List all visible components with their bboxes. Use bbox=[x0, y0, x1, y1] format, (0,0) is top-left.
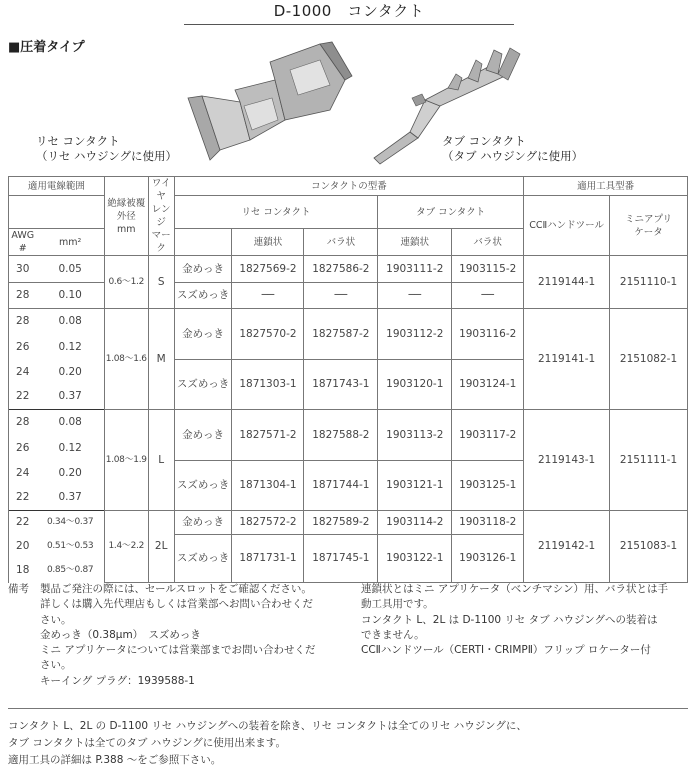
awg-cell: 22 bbox=[9, 486, 37, 511]
part-number: 1903114-2 bbox=[378, 511, 452, 535]
part-number: 1871303-1 bbox=[232, 360, 304, 410]
note-line: キーイング プラグ：1939588-1 bbox=[40, 674, 195, 687]
part-number: 1903120-1 bbox=[378, 360, 452, 410]
receptacle-contact-image bbox=[180, 40, 355, 168]
note-line: 動工具用です。 bbox=[361, 598, 434, 611]
part-number: 1871744-1 bbox=[304, 461, 378, 511]
awg-cell: 18 bbox=[9, 559, 37, 583]
note-line: 製品ご発注の際には、セールスロットをご確認ください。 bbox=[40, 583, 312, 595]
mm2-cell: 0.08 bbox=[36, 410, 104, 436]
wire-mark-cell: 2L bbox=[148, 511, 174, 583]
part-number: ── bbox=[452, 283, 524, 309]
plating-cell: 金めっき bbox=[174, 410, 232, 461]
awg-cell: 22 bbox=[9, 511, 37, 535]
awg-cell: 28 bbox=[9, 410, 37, 436]
footer-notes bbox=[8, 718, 527, 769]
part-number: ── bbox=[304, 283, 378, 309]
part-number: 1903126-1 bbox=[452, 535, 524, 583]
note-line: ミニ アプリケータについては営業部までお問い合わせくだ bbox=[40, 644, 316, 657]
mm2-cell: 0.12 bbox=[36, 436, 104, 461]
mm2-cell: 0.51～0.53 bbox=[36, 535, 104, 559]
plating-cell: スズめっき bbox=[174, 535, 232, 583]
note-line: 詳しくは購入先代理店もしくは営業部へお問い合わせくだ bbox=[40, 598, 313, 611]
part-number: 1827587-2 bbox=[304, 309, 378, 360]
cc-tool-number: 2119142-1 bbox=[524, 511, 610, 583]
footer-line: コンタクト L、2L の D-1100 リセ ハウジングへの装着を除き、リセ コンタクトは全てのリセ ハウジングに、 bbox=[8, 720, 527, 732]
part-number: 1903117-2 bbox=[452, 410, 524, 461]
part-number: 1871731-1 bbox=[232, 535, 304, 583]
part-number: 1903125-1 bbox=[452, 461, 524, 511]
mini-applicator-number: 2151083-1 bbox=[610, 511, 688, 583]
cc-tool-number: 2119143-1 bbox=[524, 410, 610, 511]
header-t-loose: バラ状 bbox=[452, 229, 524, 256]
footer-line: 適用工具の詳細は P.388 ～をご参照下さい。 bbox=[8, 754, 222, 766]
header-tool-model: 適用工具型番 bbox=[524, 177, 688, 196]
mm2-cell: 0.10 bbox=[36, 283, 104, 309]
part-number: 1903115-2 bbox=[452, 256, 524, 283]
note-line: 連鎖状とはミニ アプリケータ（ベンチマシン）用、バラ状とは手 bbox=[361, 583, 668, 595]
mm2-cell: 0.08 bbox=[36, 309, 104, 335]
receptacle-caption: リセ コンタクト bbox=[36, 134, 120, 148]
part-number: 1827571-2 bbox=[232, 410, 304, 461]
note-line: 金めっき（0.38μm） スズめっき bbox=[40, 628, 201, 641]
tab-caption: タブ コンタクト bbox=[442, 134, 526, 148]
section-heading: ■圧着タイプ bbox=[8, 40, 85, 55]
header-receptacle: リセ コンタクト bbox=[174, 196, 378, 229]
awg-cell: 20 bbox=[9, 535, 37, 559]
part-number: 1827589-2 bbox=[304, 511, 378, 535]
notes-label: 備考 bbox=[8, 583, 29, 595]
page-title: D-1000 コンタクト bbox=[184, 0, 514, 25]
part-number: 1827570-2 bbox=[232, 309, 304, 360]
plating-cell: 金めっき bbox=[174, 511, 232, 535]
mm2-cell: 0.05 bbox=[36, 256, 104, 283]
insulation-cell: 1.4～2.2 bbox=[104, 511, 148, 583]
insulation-cell: 0.6～1.2 bbox=[104, 256, 148, 309]
mini-applicator-number: 2151110-1 bbox=[610, 256, 688, 309]
tab-caption-note: （タブ ハウジングに使用） bbox=[442, 149, 584, 163]
plating-cell: スズめっき bbox=[174, 461, 232, 511]
mm2-cell: 0.85～0.87 bbox=[36, 559, 104, 583]
divider bbox=[8, 708, 688, 709]
receptacle-caption-note: （リセ ハウジングに使用） bbox=[36, 149, 178, 163]
part-number: ── bbox=[232, 283, 304, 309]
part-number: 1871304-1 bbox=[232, 461, 304, 511]
part-number: 1903122-1 bbox=[378, 535, 452, 583]
plating-cell: 金めっき bbox=[174, 256, 232, 283]
contact-spec-table bbox=[8, 176, 688, 583]
part-number: 1827586-2 bbox=[304, 256, 378, 283]
cc-tool-number: 2119144-1 bbox=[524, 256, 610, 309]
mm2-cell: 0.37 bbox=[36, 486, 104, 511]
header-r-loose: バラ状 bbox=[304, 229, 378, 256]
plating-cell: 金めっき bbox=[174, 309, 232, 360]
header-r-chain: 連鎖状 bbox=[232, 229, 304, 256]
awg-cell: 22 bbox=[9, 385, 37, 410]
part-number: 1871743-1 bbox=[304, 360, 378, 410]
awg-cell: 30 bbox=[9, 256, 37, 283]
awg-cell: 24 bbox=[9, 360, 37, 385]
note-line: さい。 bbox=[40, 659, 72, 672]
note-line: できません。 bbox=[361, 628, 425, 641]
mm2-cell: 0.37 bbox=[36, 385, 104, 410]
header-insulation: 絶縁被覆 外径 mm bbox=[104, 177, 148, 256]
part-number: 1903111-2 bbox=[378, 256, 452, 283]
header-mm2: mm² bbox=[36, 229, 104, 256]
awg-cell: 24 bbox=[9, 461, 37, 486]
header-wire-mark: ワイヤ レンジ マーク bbox=[148, 177, 174, 256]
part-number: 1903116-2 bbox=[452, 309, 524, 360]
awg-cell: 28 bbox=[9, 283, 37, 309]
header-blank bbox=[174, 229, 232, 256]
wire-mark-cell: S bbox=[148, 256, 174, 309]
header-mini-applicator: ミニアプリ ケータ bbox=[610, 196, 688, 256]
mini-applicator-number: 2151111-1 bbox=[610, 410, 688, 511]
header-cc-tool: CCⅡハンドツール bbox=[524, 196, 610, 256]
insulation-cell: 1.08～1.6 bbox=[104, 309, 148, 410]
part-number: 1827588-2 bbox=[304, 410, 378, 461]
insulation-cell: 1.08～1.9 bbox=[104, 410, 148, 511]
header-awg: AWG # bbox=[9, 229, 37, 256]
header-blank bbox=[9, 196, 105, 229]
header-t-chain: 連鎖状 bbox=[378, 229, 452, 256]
mm2-cell: 0.34～0.37 bbox=[36, 511, 104, 535]
wire-mark-cell: M bbox=[148, 309, 174, 410]
notes-right bbox=[361, 582, 691, 658]
note-line: CCⅡハンドツール（CERTI・CRIMPⅡ）フリップ ロケーター付 bbox=[361, 644, 651, 657]
plating-cell: スズめっき bbox=[174, 360, 232, 410]
mm2-cell: 0.20 bbox=[36, 461, 104, 486]
awg-cell: 26 bbox=[9, 335, 37, 360]
wire-mark-cell: L bbox=[148, 410, 174, 511]
notes-left bbox=[40, 582, 340, 689]
part-number: 1903112-2 bbox=[378, 309, 452, 360]
header-wire-range: 適用電線範囲 bbox=[9, 177, 105, 196]
part-number: 1903121-1 bbox=[378, 461, 452, 511]
plating-cell: スズめっき bbox=[174, 283, 232, 309]
footer-line: タブ コンタクトは全てのタブ ハウジングに使用出来ます。 bbox=[8, 737, 286, 749]
mm2-cell: 0.20 bbox=[36, 360, 104, 385]
header-tab: タブ コンタクト bbox=[378, 196, 524, 229]
part-number: 1827572-2 bbox=[232, 511, 304, 535]
note-line: さい。 bbox=[40, 613, 72, 626]
awg-cell: 28 bbox=[9, 309, 37, 335]
mini-applicator-number: 2151082-1 bbox=[610, 309, 688, 410]
part-number: 1827569-2 bbox=[232, 256, 304, 283]
part-number: 1871745-1 bbox=[304, 535, 378, 583]
header-contact-model: コンタクトの型番 bbox=[174, 177, 523, 196]
part-number: ── bbox=[378, 283, 452, 309]
part-number: 1903124-1 bbox=[452, 360, 524, 410]
part-number: 1903113-2 bbox=[378, 410, 452, 461]
part-number: 1903118-2 bbox=[452, 511, 524, 535]
awg-cell: 26 bbox=[9, 436, 37, 461]
mm2-cell: 0.12 bbox=[36, 335, 104, 360]
cc-tool-number: 2119141-1 bbox=[524, 309, 610, 410]
note-line: コンタクト L、2L は D-1100 リセ タブ ハウジングへの装着は bbox=[361, 613, 658, 626]
